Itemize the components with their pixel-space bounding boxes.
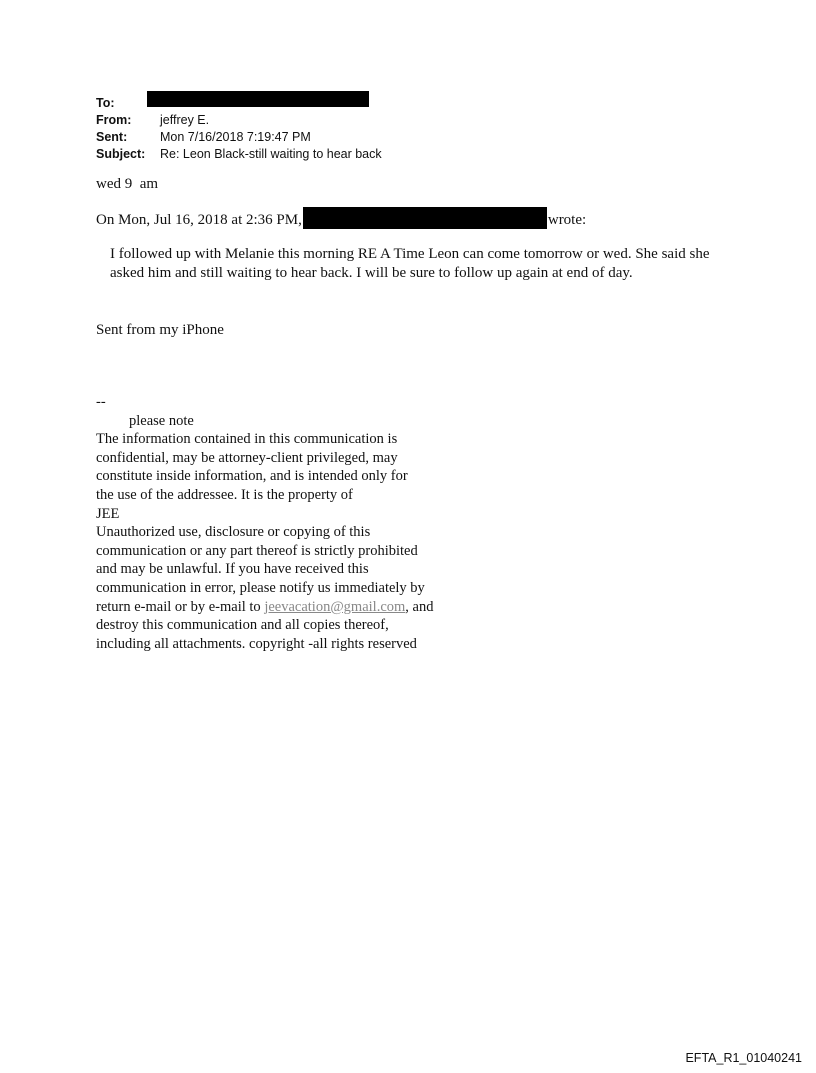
to-value	[160, 95, 369, 112]
disclaimer-line: The information contained in this communication is	[96, 431, 398, 448]
subject-row	[96, 146, 382, 163]
disclaimer-line: destroy this communication and all copies thereof,	[96, 617, 389, 634]
to-label: To:	[96, 96, 115, 110]
from-value: jeffrey E.	[160, 113, 210, 127]
subject-label: Subject:	[96, 147, 146, 161]
sent-value: Mon 7/16/2018 7:19:47 PM	[160, 130, 311, 144]
sent-from-text: Sent from my iPhone	[96, 322, 224, 338]
disclaimer-line: communication in error, please notify us immediately by	[96, 579, 425, 596]
return-prefix: return e-mail or by e-mail to	[96, 598, 261, 615]
disclaimer-line: and may be unlawful. If you have received this	[96, 561, 369, 578]
attribution-prefix: On Mon, Jul 16, 2018 at 2:36 PM,	[96, 212, 302, 228]
disclaimer	[96, 393, 496, 653]
from-label: From:	[96, 113, 132, 127]
disclaimer-line: constitute inside information, and is intended only for	[96, 468, 408, 485]
disclaimer-line: Unauthorized use, disclosure or copying of this	[96, 524, 371, 541]
please-note: please note	[129, 412, 194, 429]
from-row	[96, 112, 382, 129]
redaction-box	[147, 91, 369, 107]
redaction-box	[303, 207, 547, 229]
email-header	[96, 95, 382, 163]
return-suffix: , and	[405, 598, 434, 615]
quoted-message: I followed up with Melanie this morning RE A Time Leon can come tomorrow or wed. She said she asked him and still waiting to hear back. I will be sure to follow up again at end of day.	[110, 246, 710, 281]
disclaimer-line: the use of the addressee. It is the property of	[96, 486, 353, 503]
attribution-suffix: wrote:	[547, 212, 587, 228]
disclaimer-line: including all attachments. copyright -all rights reserved	[96, 635, 417, 652]
reply-text: wed 9 am	[96, 176, 159, 192]
sent-row	[96, 129, 382, 146]
email-link[interactable]: jeevacation@gmail.com	[264, 598, 406, 615]
disclaimer-line	[96, 598, 496, 617]
disclaimer-line: JEE	[96, 505, 120, 522]
subject-value: Re: Leon Black-still waiting to hear back	[160, 147, 382, 161]
document-id: EFTA_R1_01040241	[685, 1051, 802, 1065]
sent-label: Sent:	[96, 130, 128, 144]
to-row	[96, 95, 382, 112]
signature-dashes: --	[96, 394, 106, 410]
attribution-line	[96, 207, 716, 230]
disclaimer-line: confidential, may be attorney-client privileged, may	[96, 449, 398, 466]
disclaimer-line: communication or any part thereof is strictly prohibited	[96, 542, 418, 559]
